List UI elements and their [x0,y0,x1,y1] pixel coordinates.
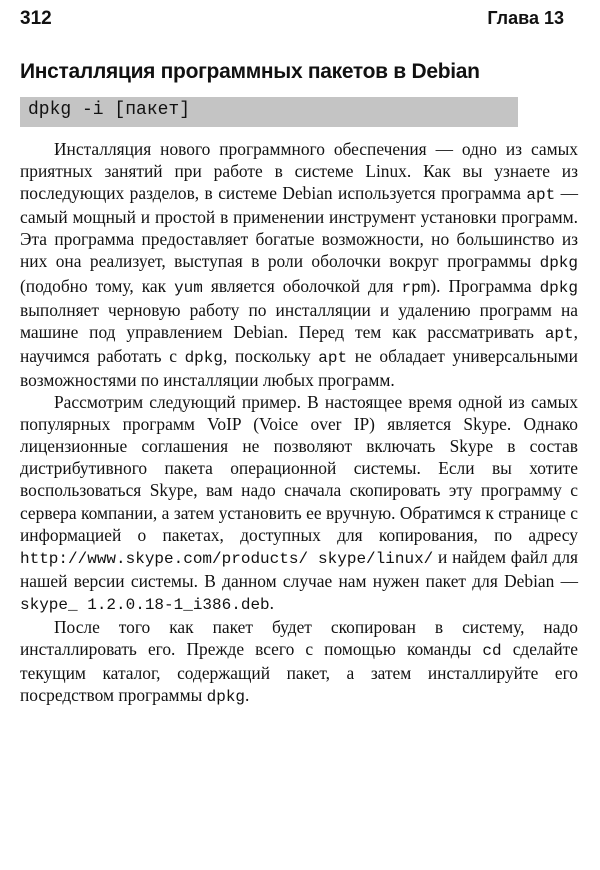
text-run: . [269,592,274,613]
inline-code: apt [318,348,348,367]
paragraph [20,391,578,616]
text-run: . [245,685,250,706]
running-head [20,8,564,30]
inline-code: dpkg [184,348,223,367]
inline-code: cd [482,642,502,661]
inline-code: apt [526,186,556,205]
text-run: , научимся работать с [20,321,578,366]
text-run: и найдем файл для нашей версии системы. В данном случае нам нужен пакет для Debian — [20,546,578,591]
page-number: 312 [20,8,52,29]
paragraph [20,138,578,391]
text-run: После того как пакет будет скопирован в систему, надо инсталлировать его. Прежде всего с помощью команды [20,616,578,660]
inline-code: skype_ 1.2.0.18-1_i386.deb [20,595,270,614]
chapter-label: Глава 13 [487,8,564,28]
text-run: ). Программа [430,275,540,296]
inline-code: yum [174,278,203,297]
command-syntax: dpkg -i [пакет] [20,97,518,127]
inline-code: dpkg [539,278,578,297]
text-run: сделайте текущим каталог, содержащий пакет, а затем инсталлируйте его посредством программы [20,639,579,706]
text-run: — самый мощный и простой в применении инструмент установки программ. Эта программа предоставляет богатые возможности, но большинство из них она реализует, выступая в роли оболочки вокруг программы [20,183,578,272]
text-run: выполняет черновую работу по инсталляции и удалению программ на машине под управлением Debian. Перед тем как рассматривать [20,299,578,342]
text-run: является оболочкой для [202,275,402,296]
paragraph [20,616,578,708]
text-run: , поскольку [222,345,319,366]
inline-code: apt [544,324,574,343]
text-run: Инсталляция нового программного обеспечения — одно из самых приятных занятий при работе в системе Linux. Как вы узнаете из последующих разделов, в системе Debian используется программа [20,139,578,204]
inline-code: dpkg [539,254,578,273]
text-run: (подобно тому, как [20,275,175,296]
section-title: Инсталляция программных пакетов в Debian [20,60,480,83]
text-run: Рассмотрим следующий пример. В настоящее время одной из самых популярных программ VoIP (Voice over IP) является Skype. Однако лицензионные соглашения не позволяют включать Skype в состав дистрибутивного пакета операционной системы. Если вы хотите воспользоваться Skype, вам надо сначала скопировать эту программу с сервера компании, а затем установить ее вручную. Обратимся к странице с информацией о пакетах, доступных для копирования, по адресу [20,392,578,545]
inline-code: http://www.skype.com/products/ skype/linux/ [20,549,434,568]
text-run: не обладает универсальными возможностями по инсталляции любых программ. [20,345,578,390]
body-text [20,138,578,708]
inline-code: dpkg [206,688,246,707]
inline-code: rpm [401,278,431,297]
